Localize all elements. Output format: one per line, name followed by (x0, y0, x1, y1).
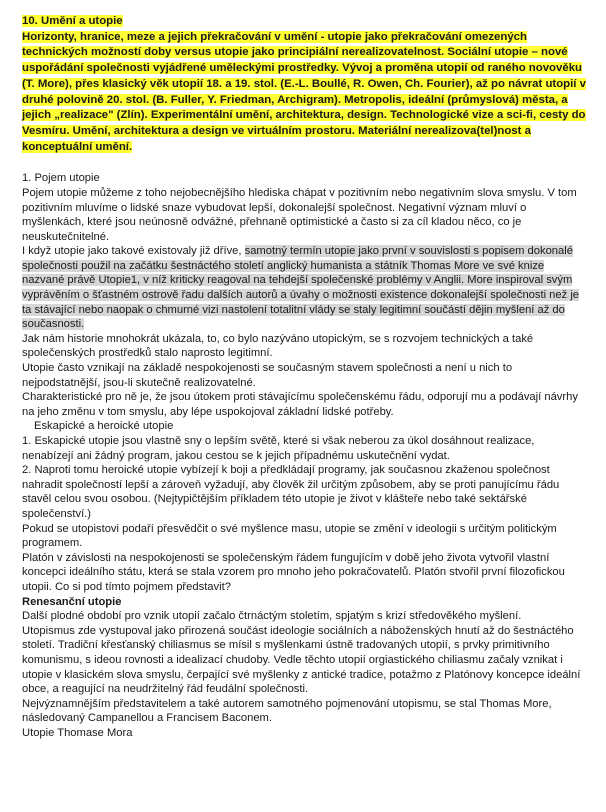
paragraph: Platón v závislosti na nespokojenosti se společenským řádem fungujícím v době jeho života vytvořil vlastní koncepci ideálního státu, která se stala vzorem pro mnoho jeho pokračovatelů. Platón stvořil první filozofickou utopii. Co si pod tímto pojmem představit? (22, 551, 565, 593)
paragraph: Pojem utopie můžeme z toho nejobecnějšího hlediska chápat v pozitivním nebo negativním slova smyslu. V tom pozitivním mluvíme o lidské snaze vybudovat lepší, dokonalejší společnost. Negativní význam mluví o myšlenkách, které jsou neúnosně odvážné, přehnaně optimistické a často si za cíl kladou něco, co je neuskutečnitelné. (22, 186, 577, 243)
gray-highlighted-text: samotný termín utopie jako první v souvislosti s popisem dokonalé společnosti použil na začátku šestnáctého století anglický humanista a státník Thomas More ve své knize nazvané právě Utopie1, v níž kriticky reagoval na tehdejší společenské problémy v Anglii. More inspiroval svým vyprávěním o šťastném ostrově řadu dalších autorů a úvahy o možnosti existence dokonalejší společnosti než je ta stávající nebo naopak o chmurné vizi nastolení totalitní vlády se staly legitimní součástí dějin myšlení až do současnosti. (22, 245, 580, 331)
paragraph: Nejvýznamnějším představitelem a také autorem samotného pojmenování utopismu, se stal Thomas More, následovaný Campanellou a Francisem Baconem. (22, 697, 552, 725)
document-body (22, 171, 586, 740)
chapter-title: 10. Umění a utopie (22, 15, 123, 27)
paragraph: Další plodné období pro vznik utopií začalo čtrnáctým stoletím, spjatým s krizí středověkého myšlení. (22, 610, 522, 623)
section-heading-renesancni-utopie: Renesanční utopie (22, 595, 122, 608)
paragraph-with-highlight (22, 244, 586, 332)
document-page (22, 14, 586, 740)
section-heading-eskapicke-heroicke: Eskapické a heroické utopie (34, 420, 174, 433)
paragraph: Charakteristické pro ně je, že jsou útokem proti stávajícímu společenskému řádu, odporují mu a podávají návrhy na jeho změnu v tom smyslu, aby lépe uspokojoval základní lidské potřeby. (22, 391, 578, 418)
paragraph: 2. Naproti tomu heroické utopie vybízejí k boji a předkládají programy, jak současnou zkaženou společnost nahradit společností lepší a zároveň vyžadují, aby člověk žil určitým způsobem, aby se proti panujícímu řádu stavěl celou svou osobou. (Nejtypičtějším příkladem této utopie je život v klášteře nebo také sektářské společenství.) (22, 464, 560, 520)
highlighted-intro (22, 14, 586, 155)
paragraph: Jak nám historie mnohokrát ukázala, to, co bylo nazýváno utopickým, se s rozvojem technických a také společenských prostředků stalo naprosto legitimní. (22, 332, 534, 360)
subheading-utopie-thomase-mora: Utopie Thomase Mora (22, 726, 133, 739)
paragraph: Utopismus zde vystupoval jako přirozená součást ideologie sociálních a náboženských hnutí až do šestnáctého století. Tradiční křesťanský chiliasmus se mísil s myšlenkami ústně tradovaných utopií, s prvky primitivního komunismu, s ideou rovnosti a idealizací chudoby. Vedle těchto utopií orgiastického chiliasmu začaly vznikat i utopie v klasickém slova smyslu, čerpající své myšlenky z antické tradice, potažmo z Platónovy koncepce ideální obce, a reagující na neudržitelný řád feudální společnosti. (22, 624, 581, 696)
chapter-summary: Horizonty, hranice, meze a jejich překračování v umění - utopie jako překračování omezených technických možností doby versus utopie jako principiální nerealizovatelnost. Sociální utopie – nové uspořádání společnosti vyjádřené uměleckými prostředky. Vývoj a proměna utopií od raného novověku (T. More), přes klasický věk utopií 18. a 19. stol. (E.-L. Boullé, R. Owen, Ch. Fourier), až po návrat utopií v druhé polovině 20. stol. (B. Fuller, Y. Friedman, Archigram). Metropolis, ideální (průmyslová) města, a jejich „realizace" (Zlín). Experimentální umění, architektura, design. Technologické vize a sci-fi, cesty do Vesmíru. Umění, architektura a design ve virtuálním prostoru. Materiální nerealizova(tel)nost a konceptuální umění. (22, 30, 586, 153)
paragraph-text: I když utopie jako takové existovaly již dříve, (22, 245, 245, 258)
paragraph: Pokud se utopistovi podaří přesvědčit o své myšlence masu, utopie se změní v ideologii s určitým politickým programem. (22, 522, 557, 550)
paragraph: 1. Eskapické utopie jsou vlastně sny o lepším světě, které si však neberou za úkol dosáhnout realizace, nenabízejí ani žádný program, jakou cestou se k jejich případnému uskutečnění vydat. (22, 435, 535, 462)
section-heading-pojem-utopie: 1. Pojem utopie (22, 172, 100, 185)
paragraph: Utopie často vznikají na základě nespokojenosti se současným stavem společnosti a není u nich to nejpodstatnější, jsou-li skutečně realizovatelné. (22, 362, 513, 389)
